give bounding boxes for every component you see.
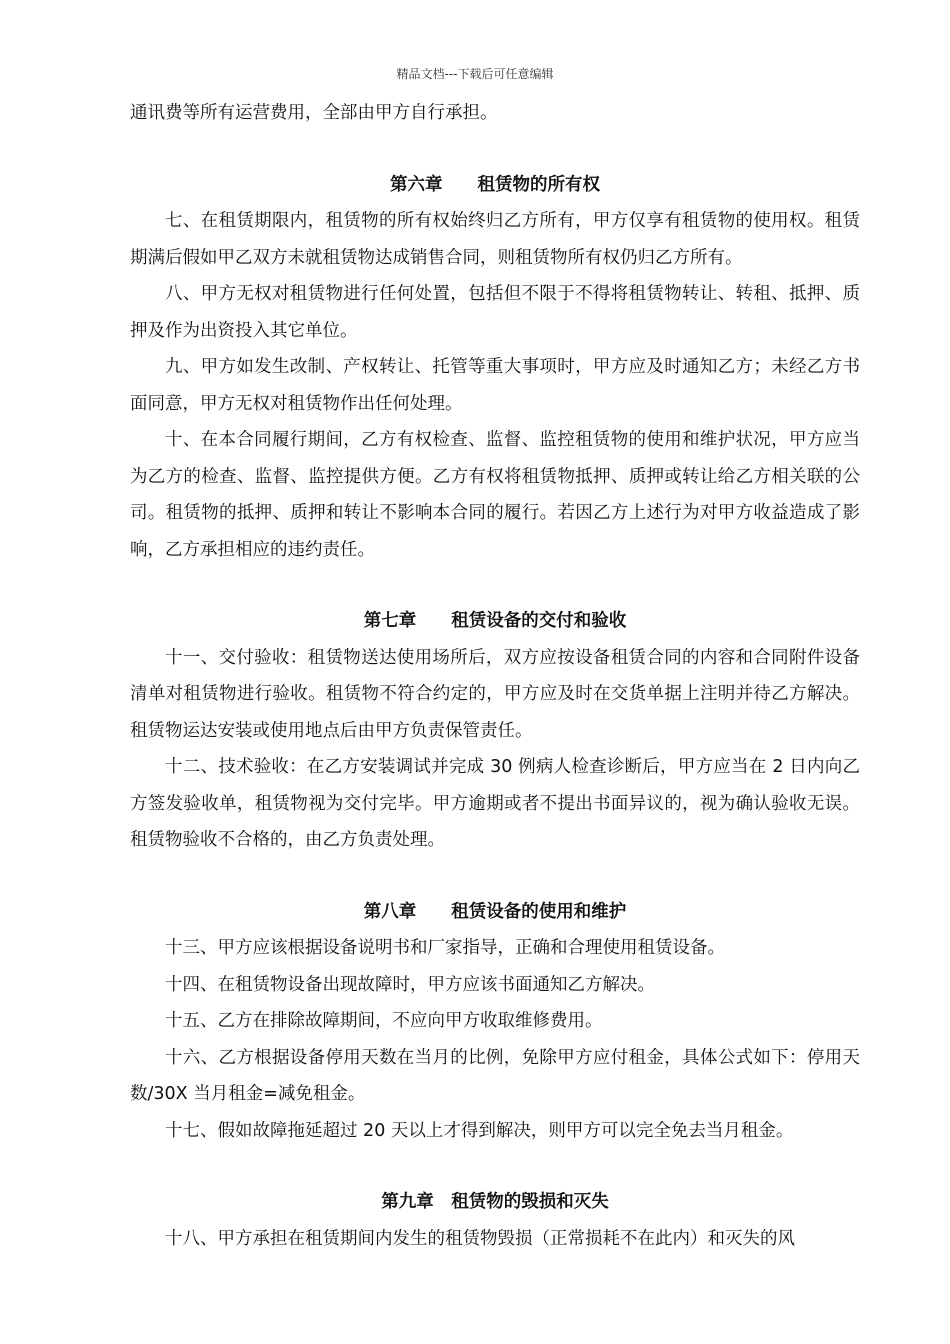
clause-paragraph: 九、甲方如发生改制、产权转让、托管等重大事项时，甲方应及时通知乙方；未经乙方书面同意，甲方无权对租赁物作出任何处理。 bbox=[130, 357, 860, 414]
chapter-6 bbox=[130, 167, 860, 569]
chapter-title: 第六章 租赁物的所有权 bbox=[390, 174, 600, 195]
clause-paragraph: 十四、在租赁物设备出现故障时，甲方应该书面通知乙方解决。 bbox=[165, 974, 655, 995]
clause-paragraph: 八、甲方无权对租赁物进行任何处置，包括但不限于不得将租赁物转让、转租、抵押、质押及作为出资投入其它单位。 bbox=[130, 284, 860, 341]
chapter-title: 第八章 租赁设备的使用和维护 bbox=[363, 901, 627, 922]
chapter-title: 第九章 租赁物的毁损和灭失 bbox=[381, 1192, 609, 1212]
chapter-7 bbox=[130, 603, 860, 859]
page-header: 精品文档---下载后可任意编辑 bbox=[396, 67, 554, 81]
chapter-9 bbox=[130, 1184, 860, 1257]
clause-paragraph: 十三、甲方应该根据设备说明书和厂家指导，正确和合理使用租赁设备。 bbox=[165, 938, 725, 958]
chapter-title: 第七章 租赁设备的交付和验收 bbox=[363, 611, 627, 631]
clause-paragraph: 七、在租赁期限内，租赁物的所有权始终归乙方所有，甲方仅享有租赁物的使用权。租赁期满后假如甲乙双方未就租赁物达成销售合同，则租赁物所有权仍归乙方所有。 bbox=[130, 211, 860, 268]
clause-paragraph: 十二、技术验收：在乙方安装调试并完成 30 例病人检查诊断后，甲方应当在 2 日内向乙方签发验收单，租赁物视为交付完毕。甲方逾期或者不提出书面异议的，视为确认验收无误。租赁物验收不合格的，由乙方负责处理。 bbox=[130, 757, 860, 850]
clause-paragraph: 十八、甲方承担在租赁期间内发生的租赁物毁损（正常损耗不在此内）和灭失的风 bbox=[165, 1228, 795, 1249]
document-body bbox=[130, 95, 860, 1257]
clause-paragraph: 十七、假如故障拖延超过 20 天以上才得到解决，则甲方可以完全免去当月租金。 bbox=[165, 1120, 794, 1141]
clause-paragraph: 十、在本合同履行期间，乙方有权检查、监督、监控租赁物的使用和维护状况，甲方应当为乙方的检查、监督、监控提供方便。乙方有权将租赁物抵押、质押或转让给乙方相关联的公司。租赁物的抵押、质押和转让不影响本合同的履行。若因乙方上述行为对甲方收益造成了影响，乙方承担相应的违约责任。 bbox=[130, 430, 860, 560]
clause-paragraph: 十五、乙方在排除故障期间，不应向甲方收取维修费用。 bbox=[165, 1011, 603, 1031]
chapter-8 bbox=[130, 894, 860, 1150]
intro-paragraph: 通讯费等所有运营费用，全部由甲方自行承担。 bbox=[130, 103, 498, 123]
clause-paragraph: 十六、乙方根据设备停用天数在当月的比例，免除甲方应付租金，具体公式如下：停用天数/30X 当月租金=减免租金。 bbox=[130, 1047, 860, 1104]
clause-paragraph: 十一、交付验收：租赁物送达使用场所后，双方应按设备租赁合同的内容和合同附件设备清单对租赁物进行验收。租赁物不符合约定的，甲方应及时在交货单据上注明并待乙方解决。租赁物运达安装或使用地点后由甲方负责保管责任。 bbox=[130, 647, 860, 741]
